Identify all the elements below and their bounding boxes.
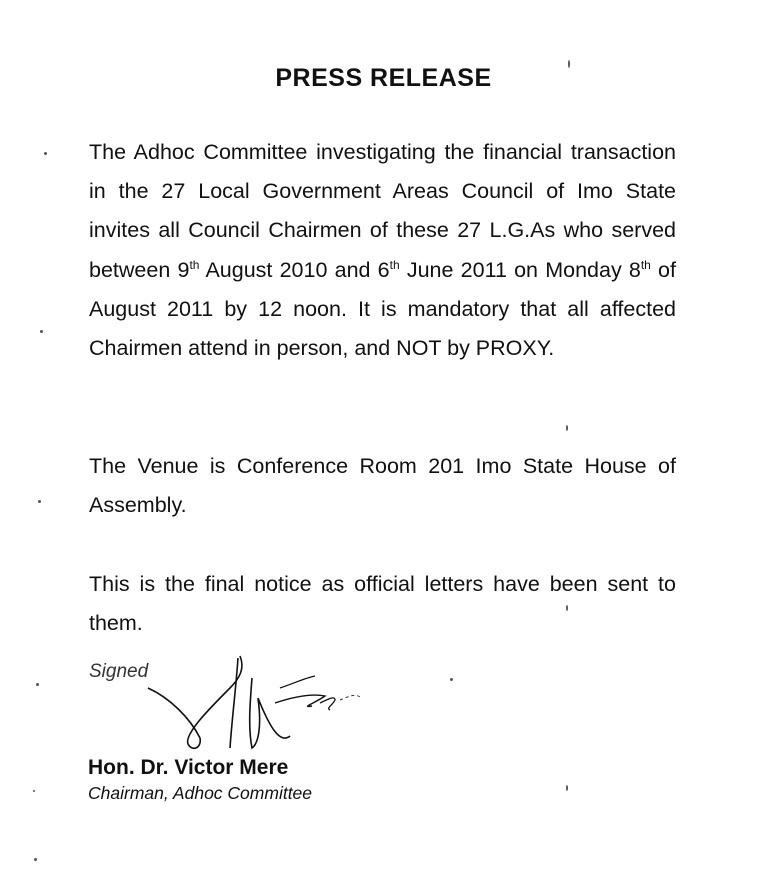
ordinal-suffix-2: th [389, 257, 400, 272]
ordinal-suffix-1: th [189, 257, 200, 272]
scan-speck [44, 152, 47, 155]
handwritten-signature [140, 648, 380, 758]
paragraph-invitation-part3: June 2011 on Monday 8 [399, 257, 641, 282]
paragraph-invitation [89, 133, 676, 368]
scan-speck [566, 425, 568, 431]
scan-speck [33, 790, 35, 792]
scan-speck [566, 605, 568, 611]
paragraph-invitation-part4: of August 2011 by 12 noon. It is mandatory that all affected Chairmen attend in person, and NOT by PROXY. [89, 257, 676, 361]
signatory-name: Hon. Dr. Victor Mere [88, 756, 289, 779]
scan-speck [40, 330, 43, 333]
ordinal-suffix-3: th [640, 257, 651, 272]
signed-label: Signed [89, 661, 149, 682]
paragraph-invitation-part1: The Adhoc Committee investigating the financial transaction in the 27 Local Government Areas Council of Imo State invites all Council Chairmen of these 27 L.G.As who served between 9 [89, 140, 676, 282]
paragraph-invitation-part2: August 2010 and 6 [199, 257, 390, 282]
scan-speck [450, 678, 453, 681]
paragraph-final-notice: This is the final notice as official letters have been sent to them. [89, 572, 676, 636]
paragraph-venue: The Venue is Conference Room 201 Imo State House of Assembly. [89, 454, 676, 518]
scan-speck [34, 858, 37, 861]
document-title: PRESS RELEASE [275, 64, 492, 92]
scan-speck [36, 683, 39, 686]
scan-speck [566, 785, 568, 791]
signatory-title: Chairman, Adhoc Committee [88, 783, 313, 803]
scan-speck [38, 500, 41, 503]
scan-speck [568, 60, 570, 68]
